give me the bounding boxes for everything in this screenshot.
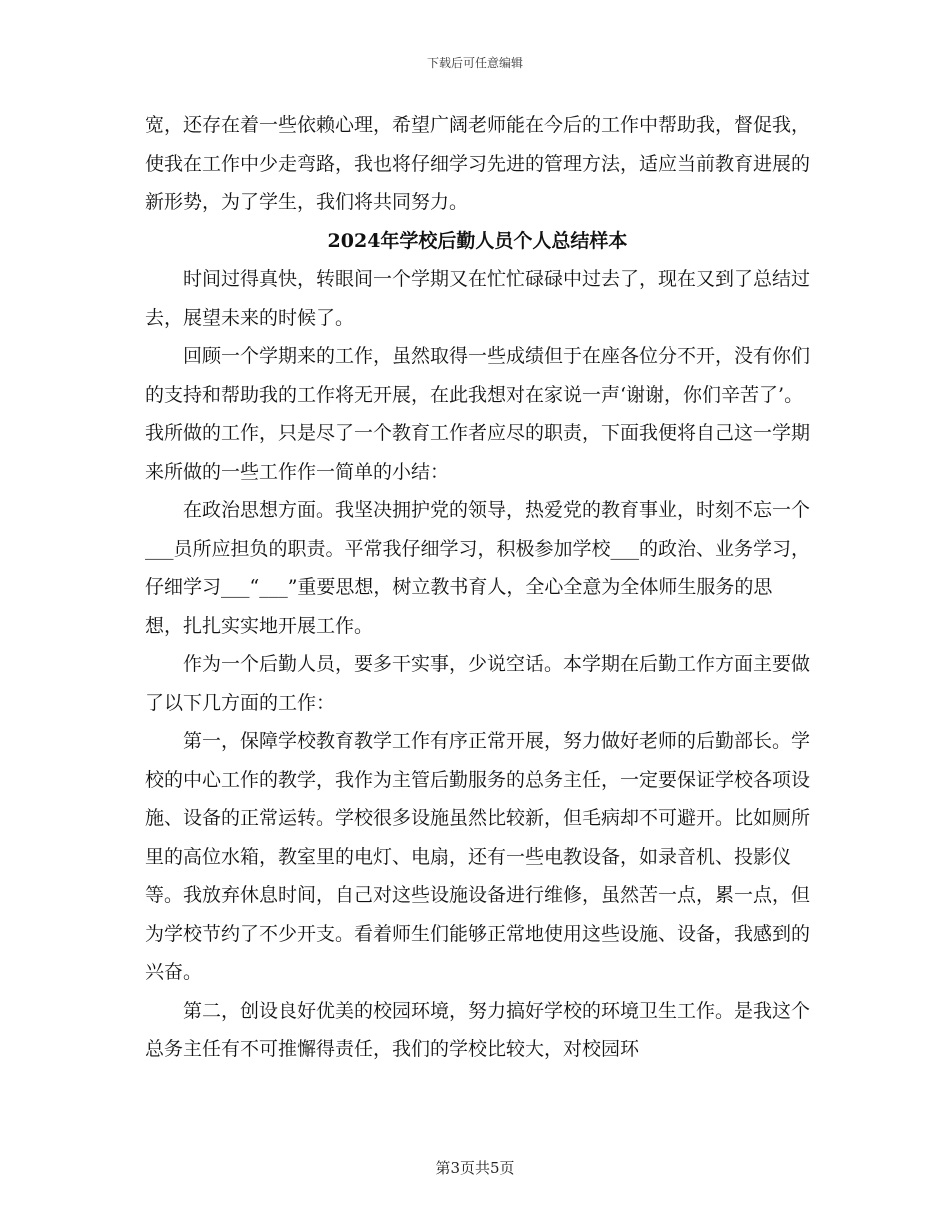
page-footer: 第3页共5页 (435, 1159, 515, 1177)
document-body (145, 106, 810, 1069)
paragraph: 时间过得真快，转眼间一个学期又在忙忙碌碌中过去了，现在又到了总结过去，展望未来的时候了。 (145, 268, 811, 329)
section-title: 2024年学校后勤人员个人总结样本 (327, 229, 628, 252)
paragraph: 第一，保障学校教育教学工作有序正常开展，努力做好老师的后勤部长。学校的中心工作的教学，我作为主管后勤服务的总务主任，一定要保证学校各项设施、设备的正常运转。学校很多设施虽然比较新，但毛病却不可避开。比如厕所里的高位水箱，教室里的电灯、电扇，还有一些电教设备，如录音机、投影仪等。我放弃休息时间，自己对这些设施设备进行维修，虽然苦一点，累一点，但为学校节约了不少开支。看着师生们能够正常地使用这些设施、设备，我感到的兴奋。 (145, 730, 811, 983)
paragraph: 在政治思想方面。我坚决拥护党的领导，热爱党的教育事业，时刻不忘一个___员所应担负的职责。平常我仔细学习，积极参加学校___的政治、业务学习，仔细学习___“___”重要思想，树立教书育人，全心全意为全体师生服务的思想，扎扎实实地开展工作。 (145, 499, 811, 637)
paragraph: 作为一个后勤人员，要多干实事，少说空话。本学期在后勤工作方面主要做了以下几方面的工作： (145, 653, 811, 714)
page-header: 下载后可任意编辑 (426, 56, 523, 70)
paragraph: 回顾一个学期来的工作，虽然取得一些成绩但于在座各位分不开，没有你们的支持和帮助我的工作将无开展，在此我想对在家说一声‘谢谢，你们辛苦了’。我所做的工作，只是尽了一个教育工作者应尽的职责，下面我便将自己这一学期来所做的一些工作作一简单的小结： (145, 345, 811, 483)
paragraph-continuation: 宽，还存在着一些依赖心理，希望广阔老师能在今后的工作中帮助我，督促我，使我在工作中少走弯路，我也将仔细学习先进的管理方法，适应当前教育进展的新形势，为了学生，我们将共同努力。 (145, 114, 811, 213)
paragraph: 第二，创设良好优美的校园环境，努力搞好学校的环境卫生工作。是我这个总务主任有不可推懈得责任，我们的学校比较大，对校园环 (145, 999, 811, 1060)
